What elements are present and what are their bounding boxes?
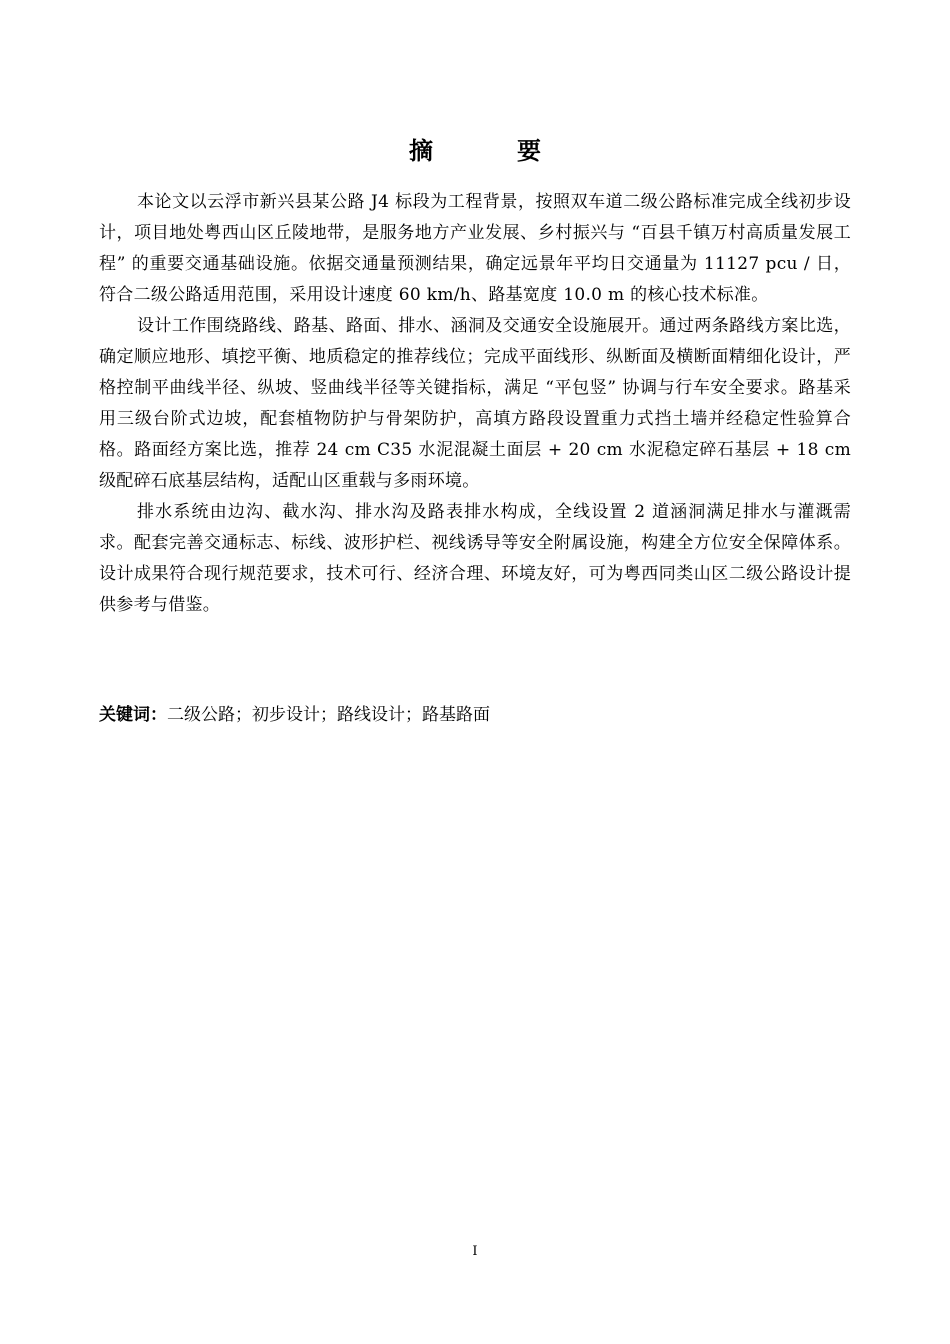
abstract-paragraph-2: 设计工作围绕路线、路基、路面、排水、涵洞及交通安全设施展开。通过两条路线方案比选，确定顺应地形、填挖平衡、地质稳定的推荐线位；完成平面线形、纵断面及横断面精细化设计，严格控制平曲线半径、纵坡、竖曲线半径等关键指标，满足 “平包竖” 协调与行车安全要求。路基采用三级台阶式边坡，配套植物防护与骨架防护，高填方路段设置重力式挡土墙并经稳定性验算合格。路面经方案比选，推荐 24 cm C35 水泥混凝土面层 + 20 cm 水泥稳定碎石基层 + 18 cm 级配碎石底基层结构，适配山区重载与多雨环境。 xyxy=(99,316,851,491)
abstract-paragraph-1: 本论文以云浮市新兴县某公路 J4 标段为工程背景，按照双车道二级公路标准完成全线初步设计，项目地处粤西山区丘陵地带，是服务地方产业发展、乡村振兴与 “百县千镇万村高质量发展工程” 的重要交通基础设施。依据交通量预测结果，确定远景年平均日交通量为 11127 pcu / 日，符合二级公路适用范围，采用设计速度 60 km/h、路基宽度 10.0 m 的核心技术标准。 xyxy=(99,192,851,305)
abstract-paragraph-3: 排水系统由边沟、截水沟、排水沟及路表排水构成，全线设置 2 道涵洞满足排水与灌溉需求。配套完善交通标志、标线、波形护栏、视线诱导等安全附属设施，构建全方位安全保障体系。设计成果符合现行规范要求，技术可行、经济合理、环境友好，可为粤西同类山区二级公路设计提供参考与借鉴。 xyxy=(99,502,851,615)
page-title: 摘 要 xyxy=(409,137,571,165)
page-number: I xyxy=(472,1244,478,1259)
keywords-text: 二级公路；初步设计；路线设计；路基路面 xyxy=(167,705,490,725)
abstract-body xyxy=(99,187,851,621)
keywords-label: 关键词： xyxy=(99,705,167,725)
keywords-line xyxy=(99,700,851,731)
